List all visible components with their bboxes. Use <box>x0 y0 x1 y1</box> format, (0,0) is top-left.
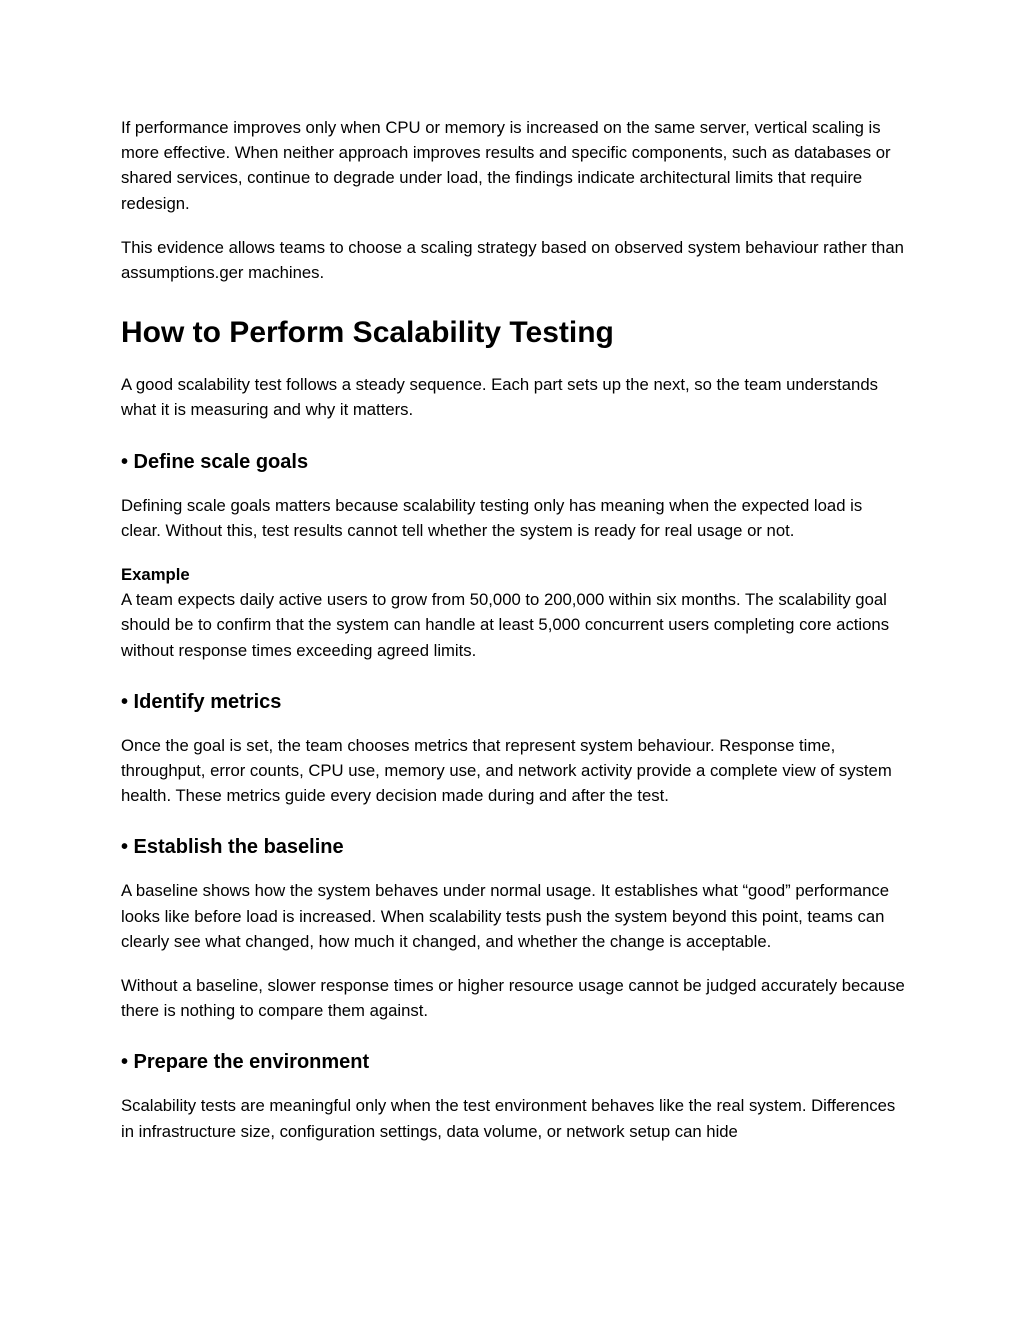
title-intro-paragraph: A good scalability test follows a steady sequence. Each part sets up the next, so the team understands what it is measuring and why it matters. <box>121 375 878 420</box>
establish-baseline-paragraph-2: Without a baseline, slower response times or higher resource usage cannot be judged accurately because there is nothing to compare them against. <box>121 976 905 1021</box>
intro-paragraph-2: This evidence allows teams to choose a scaling strategy based on observed system behaviour rather than assumptions.ger machines. <box>121 237 904 283</box>
define-scale-goals-paragraph: Defining scale goals matters because scalability testing only has meaning when the expected load is clear. Without this, test results cannot tell whether the system is ready for real usage or not. <box>121 495 863 540</box>
example-text: A team expects daily active users to grow from 50,000 to 200,000 within six months. The scalability goal should be to confirm that the system can handle at least 5,000 concurrent users completing core actions without response times exceeding agreed limits. <box>121 590 890 660</box>
prepare-environment-paragraph: Scalability tests are meaningful only when the test environment behaves like the real system. Differences in infrastructure size, configuration settings, data volume, or network setup can hide <box>121 1096 896 1141</box>
subheading-identify-metrics: • Identify metrics <box>121 690 282 713</box>
example-label: Example <box>121 565 190 585</box>
intro-paragraph-1: If performance improves only when CPU or memory is increased on the same server, vertical scaling is more effective. When neither approach improves results and specific components, such as databases or shared services, continue to degrade under load, the findings indicate architectural limits that require redesign. <box>121 118 891 213</box>
identify-metrics-paragraph: Once the goal is set, the team chooses metrics that represent system behaviour. Response time, throughput, error counts, CPU use, memory use, and network activity provide a complete view of system health. These metrics guide every decision made during and after the test. <box>121 735 892 806</box>
page-title: How to Perform Scalability Testing <box>121 316 614 350</box>
subheading-prepare-the-environment: • Prepare the environment <box>121 1051 370 1074</box>
subheading-define-scale-goals: • Define scale goals <box>121 450 309 473</box>
example-block <box>121 562 906 663</box>
subheading-establish-the-baseline: • Establish the baseline <box>121 836 344 859</box>
establish-baseline-paragraph-1: A baseline shows how the system behaves under normal usage. It establishes what “good” performance looks like before load is increased. When scalability tests push the system beyond this point, teams can clearly see what changed, how much it changed, and whether the change is acceptable. <box>121 881 890 951</box>
